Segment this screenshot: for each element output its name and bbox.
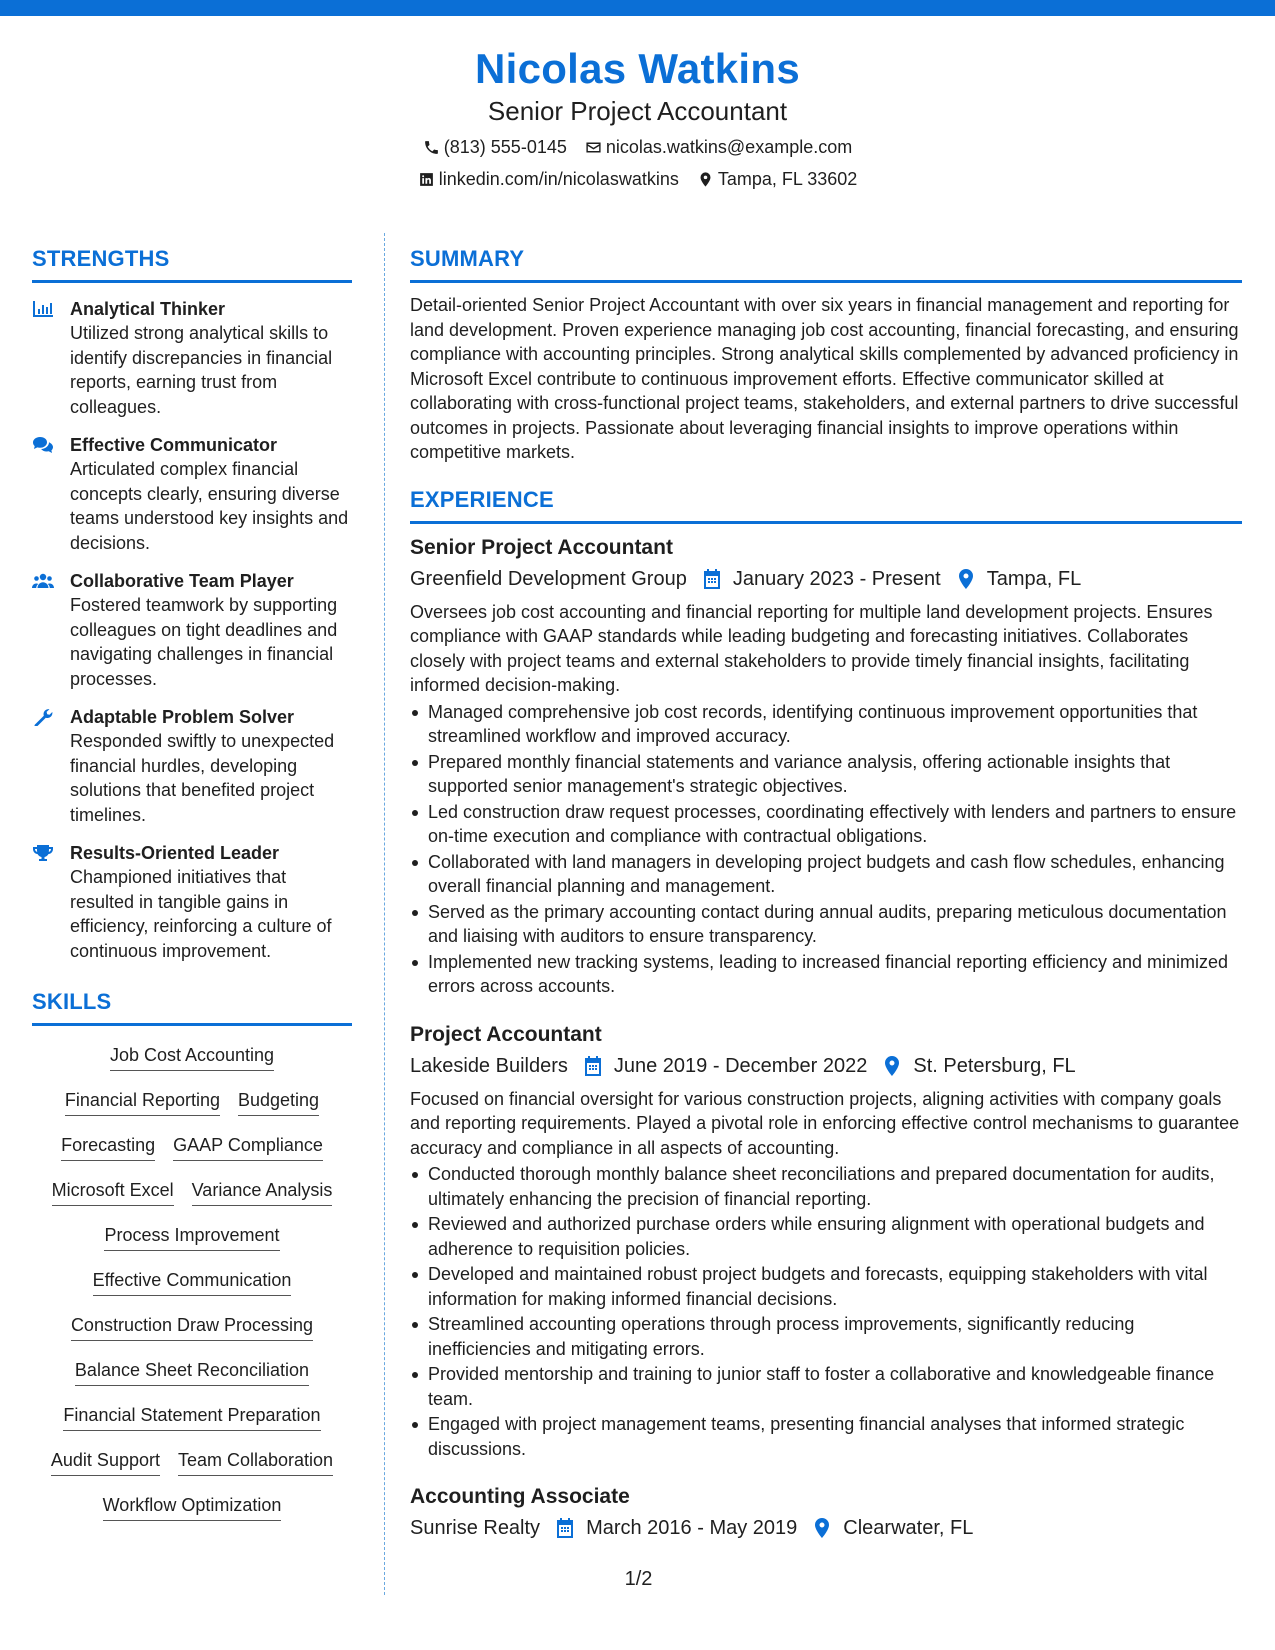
strength-item — [32, 705, 352, 827]
contact-row-1 — [0, 132, 1275, 162]
linkedin-text[interactable]: linkedin.com/in/nicolaswatkins — [438, 169, 679, 189]
candidate-name: Nicolas Watkins — [474, 45, 801, 92]
envelope-icon — [585, 139, 602, 156]
skills-heading: SKILLS — [32, 987, 352, 1026]
job-location: Tampa, FL — [986, 567, 1082, 590]
skills-list — [32, 1042, 352, 1537]
bullet-item: Served as the primary accounting contact during annual audits, preparing meticulous documentation and liaising with auditors to ensure transparency. — [410, 900, 1242, 949]
strength-title: Analytical Thinker — [70, 299, 226, 319]
strength-item — [32, 433, 352, 555]
strength-title: Effective Communicator — [70, 435, 278, 455]
company-name: Lakeside Builders — [410, 1054, 568, 1077]
skill-tag: Variance Analysis — [192, 1177, 333, 1206]
bullet-item: Streamlined accounting operations through process improvements, significantly reducing inefficiencies and mitigating errors. — [410, 1312, 1242, 1361]
skill-row — [32, 1267, 352, 1312]
skill-tag: Team Collaboration — [178, 1447, 333, 1476]
job-meta — [410, 564, 1242, 594]
skill-row — [32, 1492, 352, 1537]
skill-tag: Construction Draw Processing — [71, 1312, 313, 1341]
linkedin-icon — [418, 171, 435, 188]
summary-heading: SUMMARY — [410, 244, 1242, 283]
company-name: Greenfield Development Group — [410, 567, 687, 590]
location-text: Tampa, FL 33602 — [717, 169, 858, 189]
skill-row — [32, 1177, 352, 1222]
location-contact — [697, 164, 857, 194]
bullet-item: Developed and maintained robust project budgets and forecasts, equipping stakeholders with vital information for making informed financial decisions. — [410, 1262, 1242, 1311]
calendar-icon — [584, 1056, 602, 1076]
job-title: Accounting Associate — [410, 1485, 630, 1508]
strengths-heading: STRENGTHS — [32, 244, 352, 283]
strength-title: Results-Oriented Leader — [70, 843, 280, 863]
left-column — [32, 244, 352, 1537]
skill-row — [32, 1087, 352, 1132]
experience-heading: EXPERIENCE — [410, 485, 1242, 524]
bullet-item: Reviewed and authorized purchase orders while ensuring alignment with operational budgets and adherence to requisition policies. — [410, 1212, 1242, 1261]
company-name: Sunrise Realty — [410, 1517, 541, 1539]
job-entry — [410, 1483, 1242, 1543]
column-divider — [384, 233, 385, 1595]
skill-tag: Financial Reporting — [65, 1087, 220, 1116]
phone-contact — [423, 132, 567, 162]
skill-row — [32, 1132, 352, 1177]
job-location: Clearwater, FL — [843, 1517, 974, 1539]
job-entry — [410, 1021, 1242, 1462]
job-title: Project Accountant — [410, 1022, 602, 1046]
strength-title: Adaptable Problem Solver — [70, 707, 295, 727]
skill-tag: Financial Statement Preparation — [63, 1402, 320, 1431]
comments-icon — [32, 436, 54, 454]
strength-item — [32, 569, 352, 691]
page-number: 1/2 — [624, 1568, 653, 1590]
bullet-item: Engaged with project management teams, presenting financial analyses that informed strategic discussions. — [410, 1412, 1242, 1461]
strength-desc: Fostered teamwork by supporting colleagues on tight deadlines and navigating challenges in financial processes. — [70, 595, 338, 689]
email-contact[interactable] — [585, 132, 852, 162]
skill-row — [32, 1447, 352, 1492]
map-pin-icon — [813, 1518, 831, 1538]
skill-tag: Effective Communication — [93, 1267, 292, 1296]
bullet-item: Implemented new tracking systems, leading to increased financial reporting efficiency and minimized errors across accounts. — [410, 950, 1242, 999]
linkedin-contact[interactable] — [418, 164, 679, 194]
skill-tag: Budgeting — [238, 1087, 319, 1116]
strength-item — [32, 841, 352, 963]
resume-header — [0, 44, 1275, 194]
summary-text: Detail-oriented Senior Project Accountant with over six years in financial management and reporting for land development. Proven experience managing job cost accounting, financial forecasting, and ensuring compliance with accounting principles. Strong analytical skills complemented by advanced proficiency in Microsoft Excel contribute to continuous improvement efforts. Effective communicator skilled at collaborating with cross-functional project teams, stakeholders, and external partners to drive successful outcomes in projects. Passionate about leveraging financial insights to improve operations within competitive markets. — [410, 295, 1239, 462]
bullet-item: Collaborated with land managers in developing project budgets and cash flow schedules, enhancing overall financial planning and management. — [410, 850, 1242, 899]
phone-text: (813) 555-0145 — [443, 137, 567, 157]
job-bullets — [410, 1162, 1242, 1461]
skill-tag: Forecasting — [61, 1132, 155, 1161]
job-meta — [410, 1513, 1242, 1543]
bullet-item: Led construction draw request processes, coordinating effectively with lenders and partners to ensure on-time execution and compliance with contractual obligations. — [410, 800, 1242, 849]
users-icon — [32, 572, 54, 590]
candidate-title: Senior Project Accountant — [487, 96, 788, 126]
skill-tag: Workflow Optimization — [103, 1492, 282, 1521]
job-entry — [410, 534, 1242, 999]
job-dates: March 2016 - May 2019 — [586, 1517, 798, 1539]
strength-item — [32, 297, 352, 419]
strength-desc: Responded swiftly to unexpected financial hurdles, developing solutions that benefited project timelines. — [70, 731, 335, 825]
job-dates: June 2019 - December 2022 — [613, 1054, 868, 1077]
job-description: Oversees job cost accounting and financial reporting for multiple land development projects. Ensures compliance with GAAP standards while leading budgeting and forecasting initiatives. Collaborates closely with project teams and external stakeholders to provide timely financial insights, facilitating informed decision-making. — [410, 601, 1213, 695]
map-pin-icon — [697, 171, 714, 188]
bullet-item: Conducted thorough monthly balance sheet reconciliations and prepared documentation for audits, ultimately enhancing the precision of financial reporting. — [410, 1162, 1242, 1211]
skill-tag: GAAP Compliance — [173, 1132, 323, 1161]
strength-desc: Championed initiatives that resulted in tangible gains in efficiency, reinforcing a culture of continuous improvement. — [70, 867, 332, 961]
skill-row — [32, 1042, 352, 1087]
skill-tag: Job Cost Accounting — [110, 1042, 274, 1071]
job-title: Senior Project Accountant — [410, 535, 673, 559]
strength-desc: Articulated complex financial concepts clearly, ensuring diverse teams understood key insights and decisions. — [70, 459, 349, 553]
bar-chart-icon — [32, 300, 54, 318]
strength-desc: Utilized strong analytical skills to identify discrepancies in financial reports, earning trust from colleagues. — [70, 323, 333, 417]
wrench-icon — [32, 708, 54, 726]
bullet-item: Prepared monthly financial statements and variance analysis, offering actionable insights that supported senior management's strategic objectives. — [410, 750, 1242, 799]
strength-title: Collaborative Team Player — [70, 571, 294, 591]
job-meta — [410, 1051, 1242, 1081]
phone-icon — [423, 139, 440, 156]
job-location: St. Petersburg, FL — [913, 1054, 1076, 1077]
skill-row — [32, 1312, 352, 1357]
top-accent-bar — [0, 0, 1275, 16]
job-bullets — [410, 700, 1242, 999]
bullet-item: Managed comprehensive job cost records, identifying continuous improvement opportunities that streamlined workflow and improved accuracy. — [410, 700, 1242, 749]
job-description: Focused on financial oversight for various construction projects, aligning activities with company goals and reporting requirements. Played a pivotal role in enforcing effective control mechanisms to guarantee accuracy and compliance in all aspects of accounting. — [410, 1088, 1240, 1158]
bullet-item: Provided mentorship and training to junior staff to foster a collaborative and knowledgeable finance team. — [410, 1362, 1242, 1411]
contact-row-2 — [0, 164, 1275, 194]
job-dates: January 2023 - Present — [732, 567, 941, 590]
skill-tag: Microsoft Excel — [52, 1177, 174, 1206]
trophy-icon — [32, 844, 54, 862]
calendar-icon — [703, 569, 721, 589]
right-column — [410, 244, 1242, 1543]
skill-row — [32, 1402, 352, 1447]
email-text[interactable]: nicolas.watkins@example.com — [605, 137, 853, 157]
skill-row — [32, 1222, 352, 1267]
map-pin-icon — [957, 569, 975, 589]
skill-tag: Audit Support — [51, 1447, 160, 1476]
skill-tag: Balance Sheet Reconciliation — [75, 1357, 309, 1386]
skill-tag: Process Improvement — [104, 1222, 279, 1251]
calendar-icon — [556, 1518, 574, 1538]
skill-row — [32, 1357, 352, 1402]
map-pin-icon — [883, 1056, 901, 1076]
